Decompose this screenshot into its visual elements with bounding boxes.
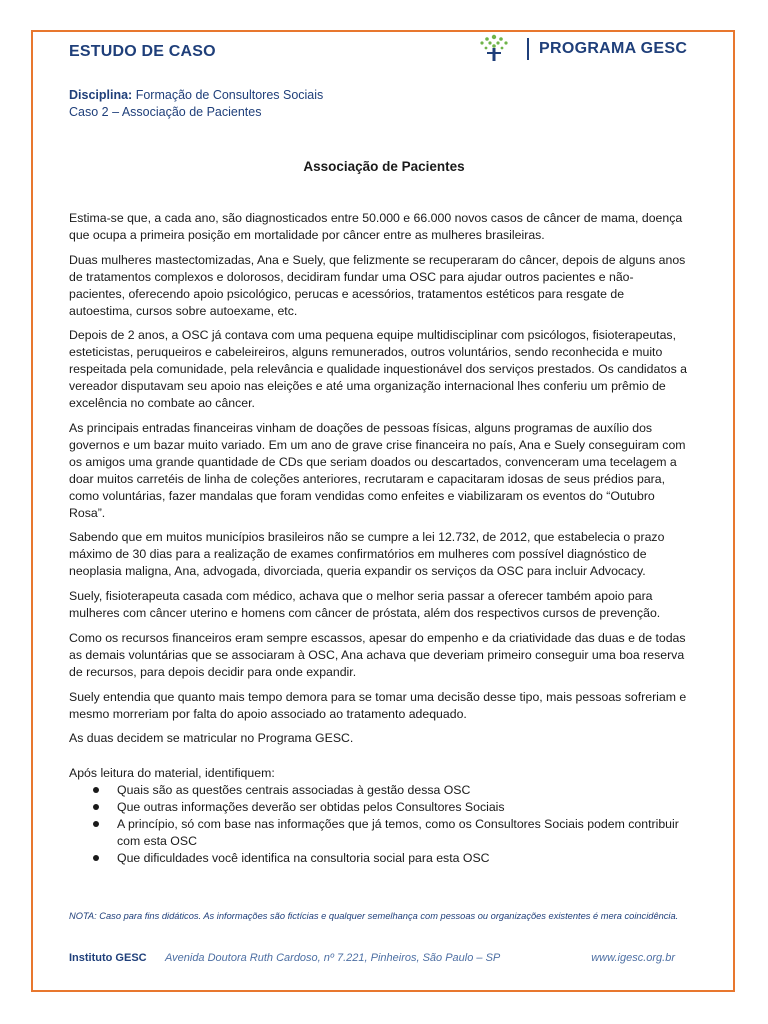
paragraph: Duas mulheres mastectomizadas, Ana e Suely, que felizmente se recuperaram do câncer, depois de alguns anos de tratamentos complexos e dolorosos, decidiram fundar uma OSC para ajudar outros pacientes e não-pacientes, oferecendo apoio psicológico, perucas e acessórios, tratamentos estéticos para resgate de autoestima, cursos sobre autoexame, etc. bbox=[69, 252, 686, 318]
case-line: Caso 2 – Associação de Pacientes bbox=[69, 105, 262, 119]
discipline-value: Formação de Consultores Sociais bbox=[135, 88, 324, 102]
footer-address: Avenida Doutora Ruth Cardoso, nº 7.221, Pinheiros, São Paulo – SP bbox=[165, 952, 501, 964]
list-item: Que outras informações deverão ser obtidas pelos Consultores Sociais bbox=[69, 799, 689, 816]
paragraph: Como os recursos financeiros eram sempre escassos, apesar do empenho e da criatividade das duas e de todas as demais voluntárias que se associaram à OSC, Ana achava que deveriam primeiro conseguir uma boa reserva de recursos, para depois decidir para onde expandir. bbox=[69, 630, 686, 679]
paragraph: Suely entendia que quanto mais tempo demora para se tomar uma decisão desse tipo, mais pessoas sofreriam e mesmo morreriam por falta do apoio associado ao tratamento adequado. bbox=[69, 689, 687, 721]
questions-intro: Após leitura do material, identifiquem: bbox=[69, 766, 275, 781]
paragraph: As duas decidem se matricular no Programa GESC. bbox=[69, 731, 354, 746]
footer-org: Instituto GESC bbox=[69, 952, 147, 964]
disclaimer-note: NOTA: Caso para fins didáticos. As informações são fictícias e qualquer semelhança com pessoas ou organizações existentes é mera coincidência. bbox=[69, 911, 679, 921]
document-body bbox=[69, 210, 689, 867]
list-item: Que dificuldades você identifica na consultoria social para esta OSC bbox=[69, 850, 689, 867]
document-title: Associação de Pacientes bbox=[303, 159, 465, 174]
gesc-logo-icon bbox=[476, 34, 512, 62]
questions-list bbox=[69, 782, 689, 867]
paragraph: Suely, fisioterapeuta casada com médico, achava que o melhor seria passar a oferecer também apoio para mulheres com câncer uterino e homens com câncer de próstata, além dos respectivos cursos de prevenção. bbox=[69, 589, 661, 621]
discipline-line bbox=[69, 88, 323, 102]
footer bbox=[69, 952, 675, 964]
discipline-label: Disciplina: bbox=[69, 88, 133, 102]
header-title: ESTUDO DE CASO bbox=[69, 43, 216, 60]
paragraph: Sabendo que em muitos municípios brasileiros não se cumpre a lei 12.732, de 2012, que estabelecia o prazo máximo de 30 dias para a realização de exames confirmatórios em mulheres com possível diagnóstico de neoplasia maligna, Ana, advogada, divorciada, queria expandir os serviços da OSC para incluir Advocacy. bbox=[69, 530, 665, 579]
list-item: A princípio, só com base nas informações que já temos, como os Consultores Sociais podem contribuir com esta OSC bbox=[69, 816, 689, 850]
brand-name: PROGRAMA GESC bbox=[539, 40, 688, 57]
paragraph: Depois de 2 anos, a OSC já contava com uma pequena equipe multidisciplinar com psicólogos, fisioterapeutas, esteticistas, peruqueiros e cabeleireiros, alguns remunerados, outros voluntários, sendo reconhecida e muito respeitada pela comunidade, pela relevância e qualidade inquestionável dos serviços prestados. Os candidatos a vereador disputavam seu apoio nas eleições e até uma organização internacional lhes conferiu um prêmio de excelência no combate ao câncer. bbox=[69, 328, 687, 411]
paragraph: Estima-se que, a cada ano, são diagnosticados entre 50.000 e 66.000 novos casos de câncer de mama, doença que ocupa a primeira posição em mortalidade por câncer entre as mulheres brasileiras. bbox=[69, 211, 683, 242]
brand-separator bbox=[527, 38, 529, 60]
footer-website-link[interactable]: www.igesc.org.br bbox=[591, 952, 675, 964]
list-item: Quais são as questões centrais associadas à gestão dessa OSC bbox=[69, 782, 689, 799]
paragraph: As principais entradas financeiras vinham de doações de pessoas físicas, alguns programas de auxílio dos governos e um bazar muito variado. Em um ano de grave crise financeira no país, Ana e Suely conseguiram com os amigos uma grande quantidade de CDs que seriam doados ou descartados, convenceram uma tecelagem a doar muitos carretéis de linha de coleções anteriores, recrutaram e capacitaram idosas de seus prédios para, como voluntárias, fazer mandalas que foram vendidas como enfeites e viabilizaram os eventos do “Outubro Rosa”. bbox=[69, 420, 686, 520]
